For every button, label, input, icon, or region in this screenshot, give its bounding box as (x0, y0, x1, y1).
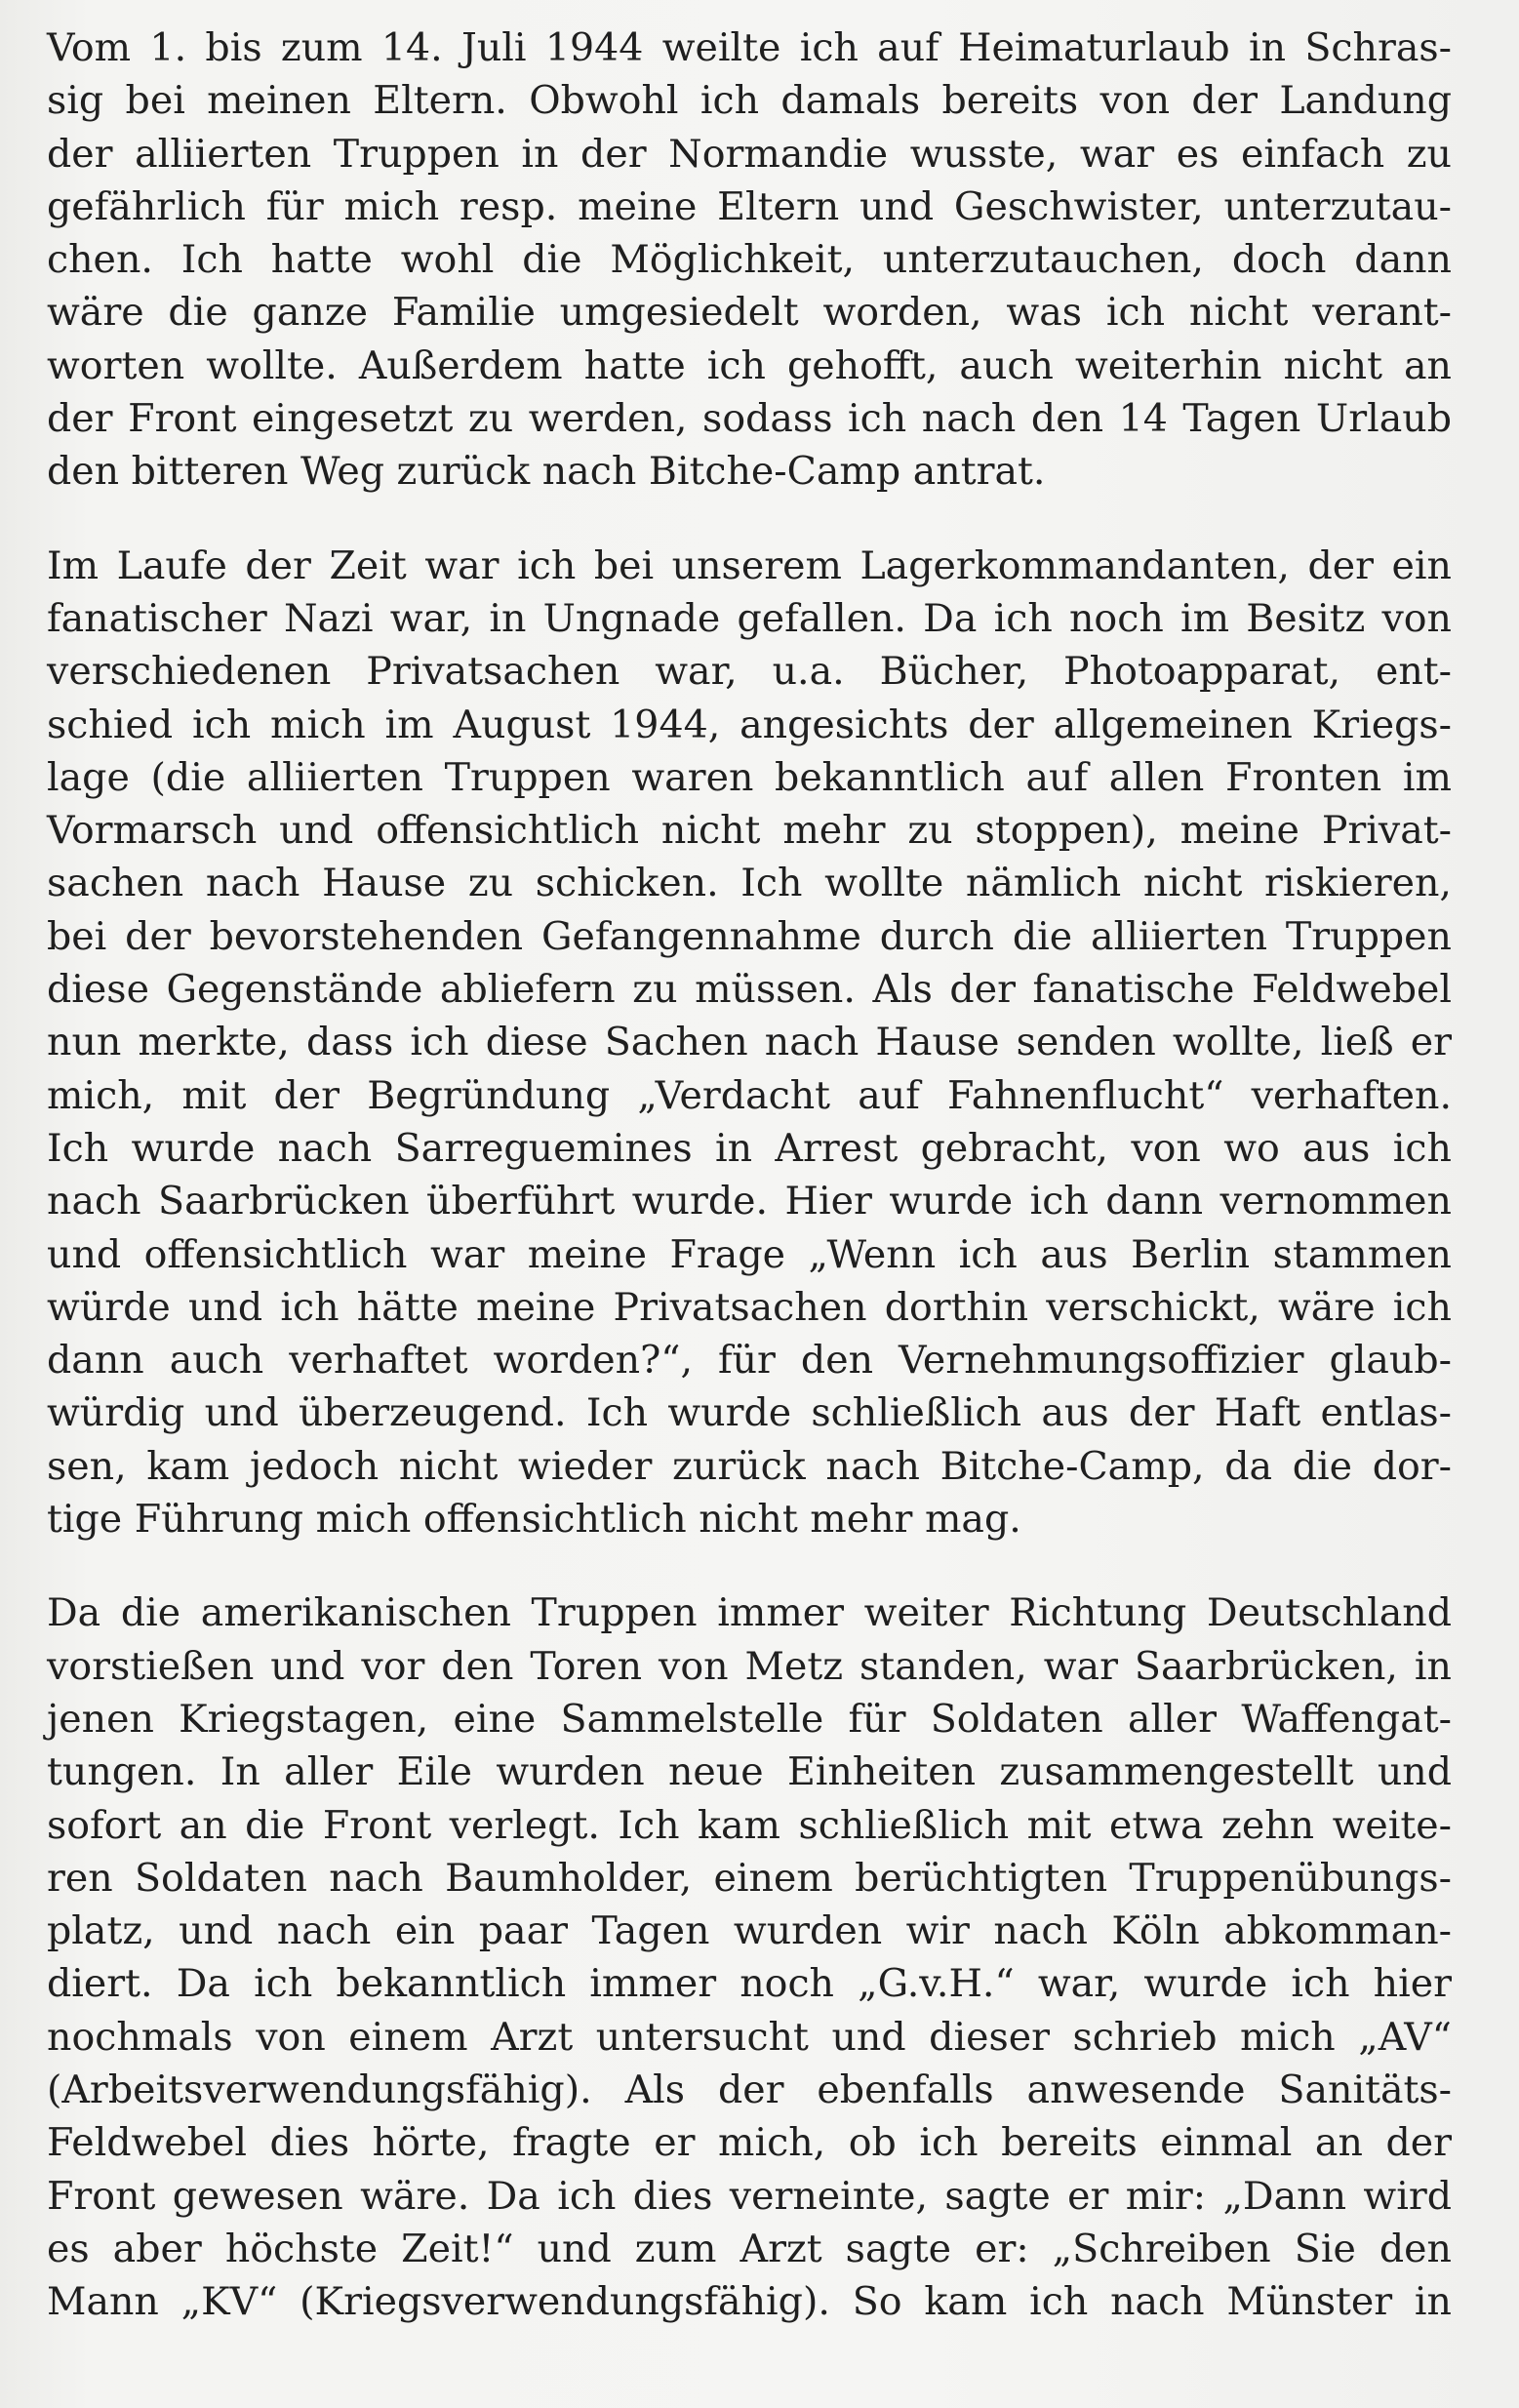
text-line: sofort an die Front verlegt. Ich kam schließlich mit etwa zehn weite- (47, 1802, 1452, 1848)
body-text (47, 21, 1452, 2328)
text-line: würdig und überzeugend. Ich wurde schließlich aus der Haft entlas- (47, 1390, 1452, 1436)
text-line: schied ich mich im August 1944, angesichts der allgemeinen Kriegs- (47, 702, 1452, 747)
text-line: gefährlich für mich resp. meine Eltern und Geschwister, unterzutau- (47, 183, 1452, 229)
text-line: verschiedenen Privatsachen war, u.a. Bücher, Photoapparat, ent- (47, 649, 1452, 695)
text-line: Vom 1. bis zum 14. Juli 1944 weilte ich auf Heimaturlaub in Schras- (47, 25, 1452, 70)
text-line: (Arbeitsverwendungsfähig). Als der ebenfalls anwesende Sanitäts- (47, 2067, 1452, 2112)
text-line: fanatischer Nazi war, in Ungnade gefallen. Da ich noch im Besitz von (47, 595, 1452, 641)
text-line: Feldwebel dies hörte, fragte er mich, ob ich bereits einmal an der (47, 2120, 1452, 2166)
text-line: Vormarsch und offensichtlich nicht mehr zu stoppen), meine Privat- (47, 808, 1452, 854)
text-line: dann auch verhaftet worden?“, für den Vernehmungsoffizier glaub- (47, 1338, 1452, 1384)
text-line: und offensichtlich war meine Frage „Wenn ich aus Berlin stammen (47, 1231, 1452, 1277)
paragraph-3 (47, 1586, 1452, 2328)
text-line: tungen. In aller Eile wurden neue Einheiten zusammengestellt und (47, 1749, 1452, 1795)
text-line: sachen nach Hause zu schicken. Ich wollte nämlich nicht riskieren, (47, 861, 1452, 906)
text-line: sen, kam jedoch nicht wieder zurück nach Bitche-Camp, da die dor- (47, 1443, 1452, 1489)
text-line: nach Saarbrücken überführt wurde. Hier wurde ich dann vernommen (47, 1179, 1452, 1224)
text-line: diese Gegenstände abliefern zu müssen. Als der fanatische Feldwebel (47, 967, 1452, 1013)
text-line: Da die amerikanischen Truppen immer weiter Richtung Deutschland (47, 1590, 1452, 1636)
text-line: bei der bevorstehenden Gefangennahme durch die alliierten Truppen (47, 913, 1452, 959)
text-line: ren Soldaten nach Baumholder, einem berüchtigten Truppenübungs- (47, 1855, 1452, 1901)
text-line: wäre die ganze Familie umgesiedelt worden, was ich nicht verant- (47, 290, 1452, 336)
text-line: diert. Da ich bekanntlich immer noch „G.v.H.“ war, wurde ich hier (47, 1961, 1452, 2007)
text-line: mich, mit der Begründung „Verdacht auf Fahnenflucht“ verhaften. (47, 1072, 1452, 1118)
paragraph-1 (47, 21, 1452, 499)
paragraph-2 (47, 540, 1452, 1546)
text-line: sig bei meinen Eltern. Obwohl ich damals bereits von der Landung (47, 78, 1452, 124)
text-line: lage (die alliierten Truppen waren bekanntlich auf allen Fronten im (47, 754, 1452, 800)
text-line: chen. Ich hatte wohl die Möglichkeit, unterzutauchen, doch dann (47, 237, 1452, 283)
text-line: nochmals von einem Arzt untersucht und dieser schrieb mich „AV“ (47, 2014, 1452, 2060)
text-line: tige Führung mich offensichtlich nicht mehr mag. (47, 1497, 1021, 1543)
text-line: worten wollte. Außerdem hatte ich gehofft, auch weiterhin nicht an (47, 342, 1452, 388)
text-line: der alliierten Truppen in der Normandie wusste, war es einfach zu (47, 131, 1452, 177)
text-line: Ich wurde nach Sarreguemines in Arrest gebracht, von wo aus ich (47, 1125, 1452, 1171)
text-line: es aber höchste Zeit!“ und zum Arzt sagte er: „Schreiben Sie den (47, 2226, 1452, 2271)
text-line: vorstießen und vor den Toren von Metz standen, war Saarbrücken, in (47, 1643, 1452, 1689)
text-line: Mann „KV“ (Kriegsverwendungsfähig). So kam ich nach Münster in (47, 2279, 1452, 2325)
text-line: nun merkte, dass ich diese Sachen nach Hause senden wollte, ließ er (47, 1020, 1452, 1065)
text-line: jenen Kriegstagen, eine Sammelstelle für Soldaten aller Waffengat- (47, 1696, 1452, 1742)
text-line: Im Laufe der Zeit war ich bei unserem Lagerkommandanten, der ein (47, 542, 1452, 588)
text-line: den bitteren Weg zurück nach Bitche-Camp antrat. (47, 449, 1046, 495)
text-line: würde und ich hätte meine Privatsachen dorthin verschickt, wäre ich (47, 1284, 1452, 1330)
text-line: platz, und nach ein paar Tagen wurden wir nach Köln abkomman- (47, 1908, 1452, 1954)
text-line: Front gewesen wäre. Da ich dies verneinte, sagte er mir: „Dann wird (47, 2173, 1452, 2219)
text-line: der Front eingesetzt zu werden, sodass ich nach den 14 Tagen Urlaub (47, 396, 1452, 442)
